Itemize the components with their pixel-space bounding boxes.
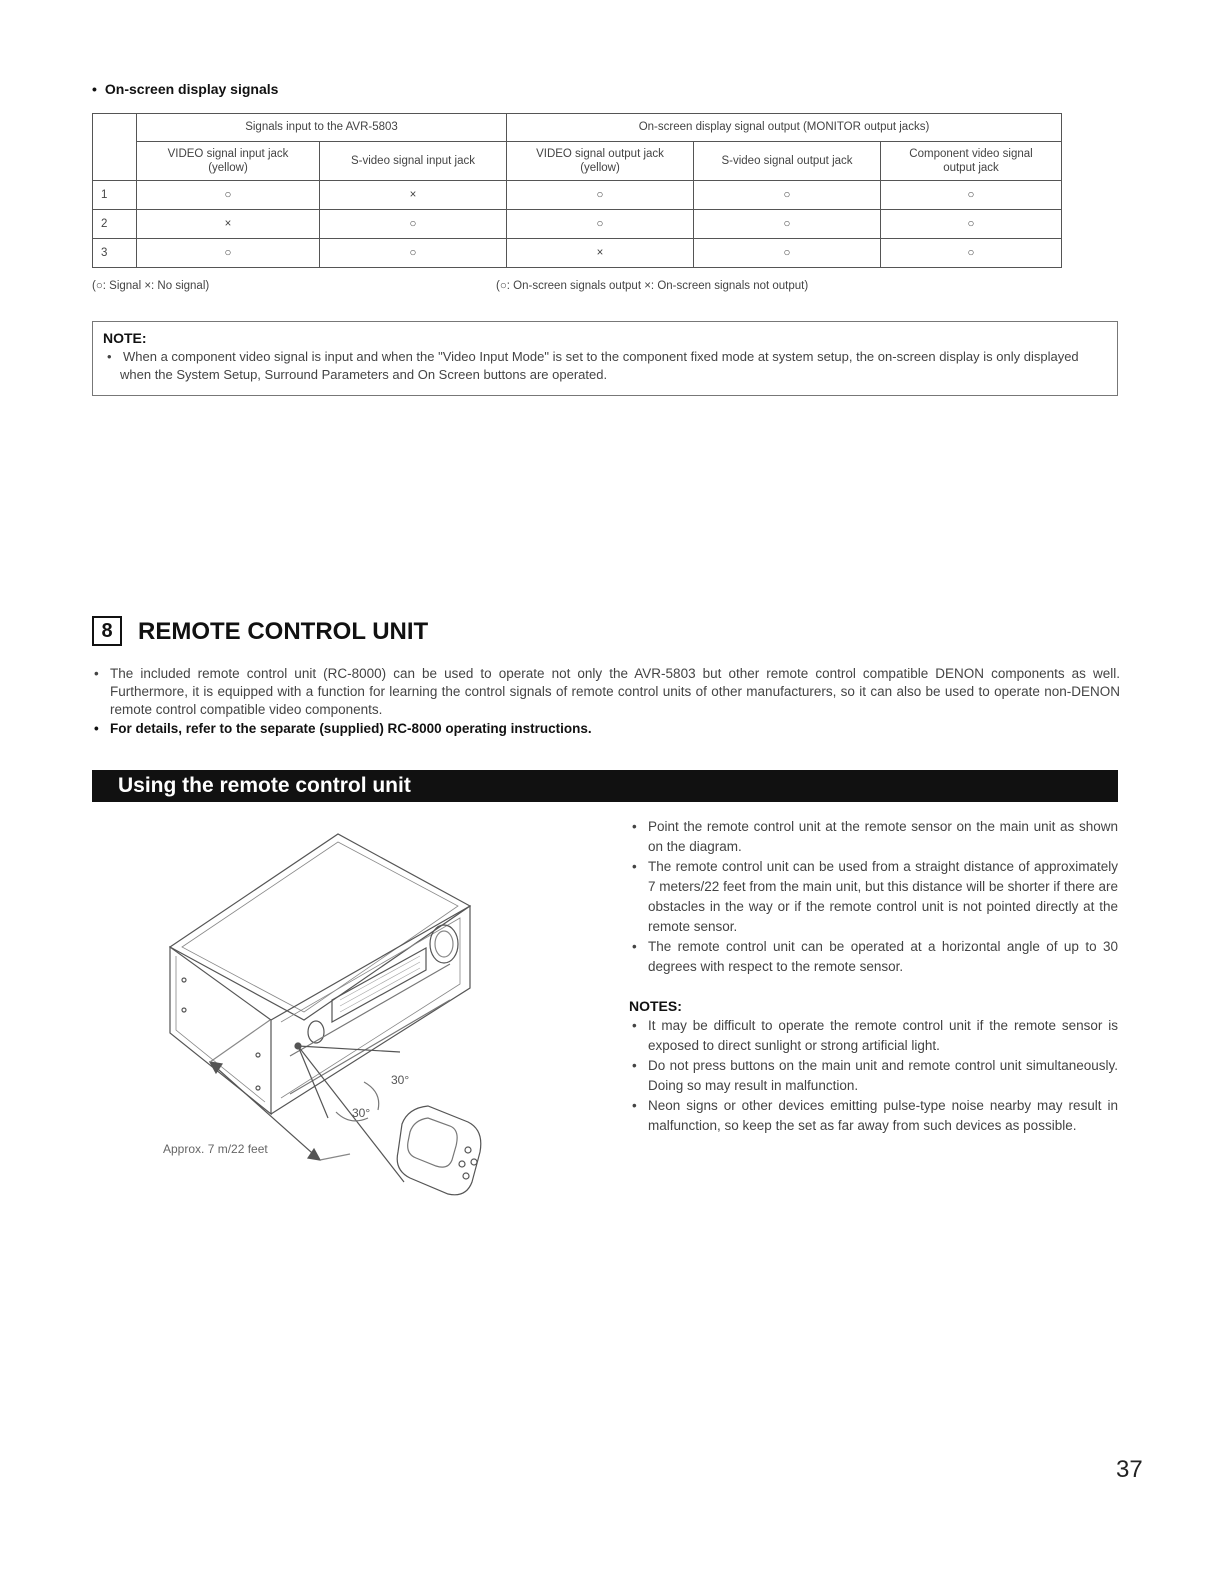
table-cell: × [507, 239, 694, 268]
bullet-icon: • [92, 81, 97, 97]
table-cell: ○ [507, 210, 694, 239]
list-item: • The included remote control unit (RC-8000) can be used to operate not only the AVR-5803 but other remote control compatible DENON components as well. Furthermore, it is equipped with a function for learning the control signals of remote control units of other manufacturers, so it can also be used to operate non-DENON remote control compatible video components. [94, 666, 1120, 718]
table-cell: ○ [881, 210, 1062, 239]
signals-table [92, 113, 1062, 268]
bullet-icon: • [632, 1097, 637, 1113]
onscreen-section-title [92, 81, 278, 97]
section-number-badge: 8 [92, 616, 122, 646]
notes-title: NOTES: [629, 998, 682, 1014]
row-number: 3 [93, 239, 137, 268]
bullet-icon: • [632, 858, 637, 874]
angle-lines [298, 1046, 404, 1182]
col-header-video-output: VIDEO signal output jack (yellow) [507, 142, 694, 181]
row-number: 1 [93, 181, 137, 210]
col-header-svideo-output: S-video signal output jack [694, 142, 881, 181]
section-heading: REMOTE CONTROL UNIT [138, 618, 429, 645]
legend-input: (○: Signal ×: No signal) [92, 280, 210, 292]
table-cell: ○ [881, 239, 1062, 268]
distance-label: Approx. 7 m/22 feet [163, 1142, 268, 1156]
list-item: • The remote control unit can be used from a straight distance of approximately 7 meters/22 feet from the main unit, but this distance will be shorter if there are obstacles in the way or if the remote control unit is not pointed directly at the remote sensor. [632, 858, 1118, 934]
note-title: NOTE: [103, 330, 147, 346]
group-header-output: On-screen display signal output (MONITOR output jacks) [507, 114, 1062, 142]
list-item: • For details, refer to the separate (supplied) RC-8000 operating instructions. [92, 720, 1120, 738]
table-cell: ○ [694, 210, 881, 239]
table-cell: × [320, 181, 507, 210]
page-number: 37 [1116, 1456, 1143, 1483]
table-cell: ○ [507, 181, 694, 210]
table-cell: ○ [694, 181, 881, 210]
row-number: 2 [93, 210, 137, 239]
table-group-header-row [93, 114, 1062, 142]
list-item: • The remote control unit can be operated at a horizontal angle of up to 30 degrees with respect to the remote sensor. [632, 938, 1118, 974]
group-header-input: Signals input to the AVR-5803 [137, 114, 507, 142]
list-item: • Do not press buttons on the main unit and remote control unit simultaneously. Doing so may result in malfunction. [632, 1057, 1118, 1093]
notes-list [626, 1016, 1118, 1136]
bullet-icon: • [632, 1018, 637, 1033]
distance-arrow [210, 1020, 350, 1160]
table-cell: × [137, 210, 320, 239]
list-item: • Neon signs or other devices emitting pulse-type noise nearby may result in malfunction, so keep the set as far away from such devices as possible. [632, 1097, 1118, 1133]
table-column-header-row [93, 142, 1062, 181]
table-cell: ○ [694, 239, 881, 268]
legend-output: (○: On-screen signals output ×: On-screen signals not output) [496, 280, 809, 292]
bullet-icon: • [107, 349, 112, 364]
table-cell: ○ [137, 181, 320, 210]
note-box [92, 321, 1118, 396]
bullet-icon: • [632, 1057, 637, 1073]
col-header-video-input: VIDEO signal input jack (yellow) [137, 142, 320, 181]
bullet-icon: • [94, 666, 99, 681]
table-row [93, 210, 1062, 239]
usage-points-list [626, 817, 1118, 977]
table-cell: ○ [320, 210, 507, 239]
table-cell: ○ [137, 239, 320, 268]
note-text: • When a component video signal is input and when the "Video Input Mode" is set to the component fixed mode at system setup, the on-screen display is only displayed when the System Setup, Surround Parameters and On Screen buttons are operated. [107, 349, 1079, 382]
table-cell: ○ [881, 181, 1062, 210]
bullet-icon: • [632, 819, 637, 834]
bullet-icon: • [94, 720, 99, 736]
table-row [93, 239, 1062, 268]
table-corner-cell [93, 114, 137, 181]
list-item: • Point the remote control unit at the remote sensor on the main unit as shown on the diagram. [632, 819, 1118, 854]
onscreen-title-text: On-screen display signals [104, 81, 279, 97]
intro-list [92, 665, 1120, 738]
table-row [93, 181, 1062, 210]
col-header-svideo-input: S-video signal input jack [320, 142, 507, 181]
col-header-component-output: Component video signal output jack [881, 142, 1062, 181]
list-item: • It may be difficult to operate the remote control unit if the remote sensor is exposed to direct sunlight or strong artificial light. [632, 1018, 1118, 1053]
angle-label: 30° [352, 1106, 371, 1120]
subsection-banner-title: Using the remote control unit [118, 774, 411, 797]
angle-label: 30° [391, 1073, 410, 1087]
remote-control-illustration [397, 1106, 481, 1195]
bullet-icon: • [632, 938, 637, 954]
table-cell: ○ [320, 239, 507, 268]
